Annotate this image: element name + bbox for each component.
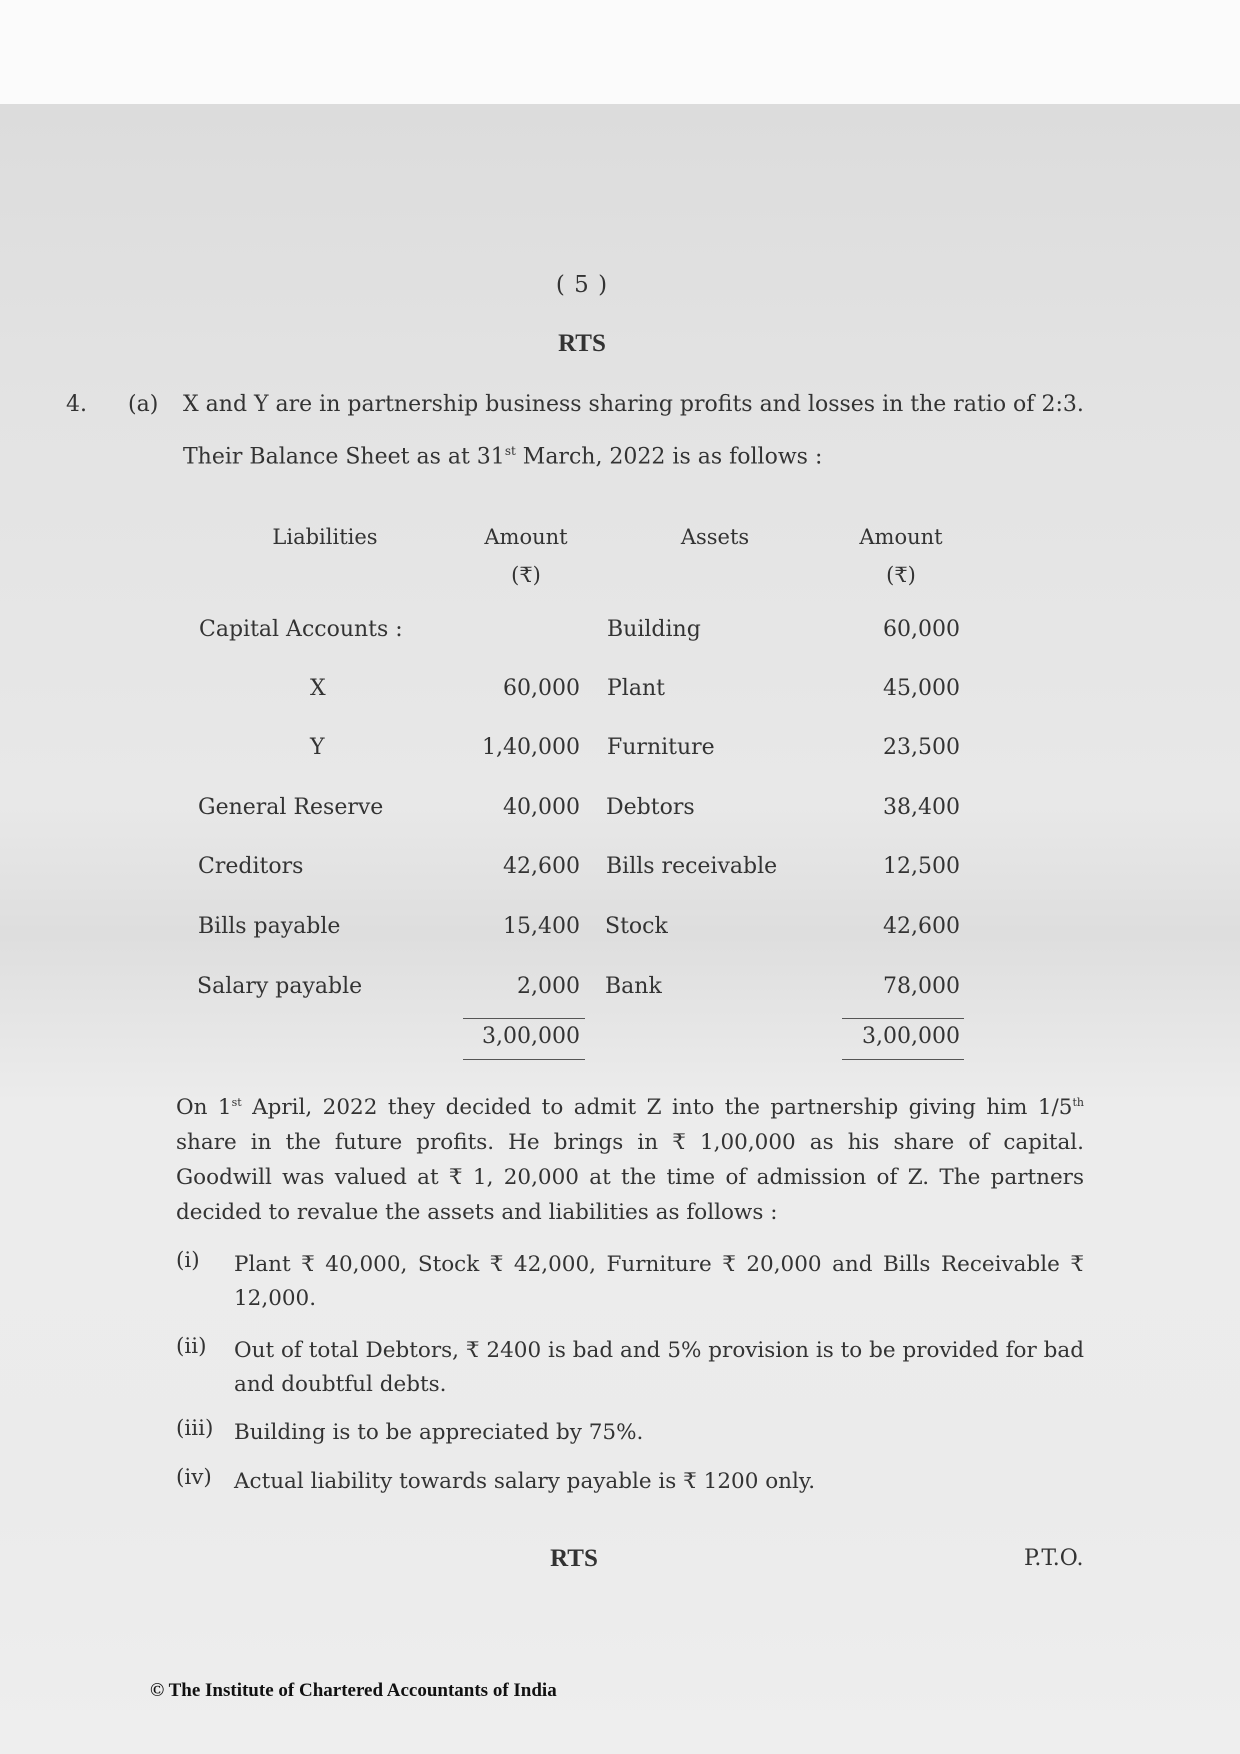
total-rule-top (463, 1018, 585, 1019)
item-label: (iv) (176, 1465, 212, 1490)
admission-paragraph: On 1st April, 2022 they decided to admit Z into the partnership giving him 1/5th share in the future profits. He brings in ₹ 1,00,000 as his share of capital. Goodwill was valued at ₹ 1, 20,000 at the time of admission of Z. The partners decided to revalue the assets and liabilities as follows : (176, 1095, 1084, 1225)
asset-amount: 12,500 (883, 854, 960, 879)
header-assets-unit: (₹) (886, 563, 916, 587)
item-text: Out of total Debtors, ₹ 2400 is bad and 5% provision is to be provided for bad and doubtful debts. (234, 1338, 1084, 1397)
question-part: (a) (128, 392, 159, 417)
header-liabilities: Liabilities (272, 525, 378, 549)
assets-total: 3,00,000 (862, 1024, 960, 1049)
asset-amount: 42,600 (883, 914, 960, 939)
asset-label: Furniture (607, 735, 715, 760)
header-liabilities-amount: Amount (484, 525, 568, 549)
liability-amount: 1,40,000 (482, 735, 580, 760)
liability-label: X (310, 676, 326, 701)
item-label: (iii) (176, 1416, 214, 1441)
header-code: RTS (558, 330, 606, 357)
asset-label: Debtors (606, 795, 695, 820)
asset-amount: 45,000 (883, 676, 960, 701)
question-intro: X and Y are in partnership business sharing profits and losses in the ratio of 2:3. (183, 392, 1084, 417)
asset-amount: 38,400 (883, 795, 960, 820)
header-liabilities-unit: (₹) (511, 563, 541, 587)
asset-label: Building (607, 617, 701, 642)
liability-label: Y (310, 735, 325, 760)
total-rule-bottom (463, 1059, 585, 1060)
liability-amount: 60,000 (503, 676, 580, 701)
item-label: (ii) (176, 1334, 207, 1359)
liability-label: Salary payable (197, 974, 363, 999)
total-rule-bottom (842, 1059, 964, 1060)
question-number: 4. (66, 392, 87, 417)
total-rule-top (842, 1018, 964, 1019)
copyright-notice: © The Institute of Chartered Accountants of India (150, 1680, 557, 1701)
asset-label: Bills receivable (606, 854, 778, 879)
liability-amount: 40,000 (503, 795, 580, 820)
question-intro-balance-sheet: Their Balance Sheet as at 31st March, 2022 is as follows : (183, 444, 823, 470)
liability-amount: 15,400 (503, 914, 580, 939)
liabilities-total: 3,00,000 (482, 1024, 580, 1049)
item-text: Building is to be appreciated by 75%. (234, 1420, 644, 1445)
asset-amount: 60,000 (883, 617, 960, 642)
asset-label: Plant (607, 676, 665, 701)
header-assets: Assets (680, 525, 750, 549)
asset-amount: 78,000 (883, 974, 960, 999)
asset-amount: 23,500 (883, 735, 960, 760)
liability-label: Creditors (198, 854, 304, 879)
item-label: (i) (176, 1248, 200, 1273)
liability-label: General Reserve (198, 795, 384, 820)
liability-amount: 2,000 (517, 974, 580, 999)
item-text: Actual liability towards salary payable is ₹ 1200 only. (234, 1469, 816, 1494)
liability-label: Bills payable (198, 914, 341, 939)
page-number: ( 5 ) (555, 272, 609, 298)
asset-label: Bank (605, 974, 662, 999)
item-text: Plant ₹ 40,000, Stock ₹ 42,000, Furniture ₹ 20,000 and Bills Receivable ₹ 12,000. (234, 1252, 1084, 1311)
liability-label: Capital Accounts : (199, 617, 403, 642)
header-assets-amount: Amount (859, 525, 943, 549)
please-turn-over: P.T.O. (1024, 1546, 1084, 1571)
liability-amount: 42,600 (503, 854, 580, 879)
asset-label: Stock (605, 914, 668, 939)
footer-code: RTS (550, 1545, 598, 1572)
page-top-margin (0, 0, 1240, 104)
